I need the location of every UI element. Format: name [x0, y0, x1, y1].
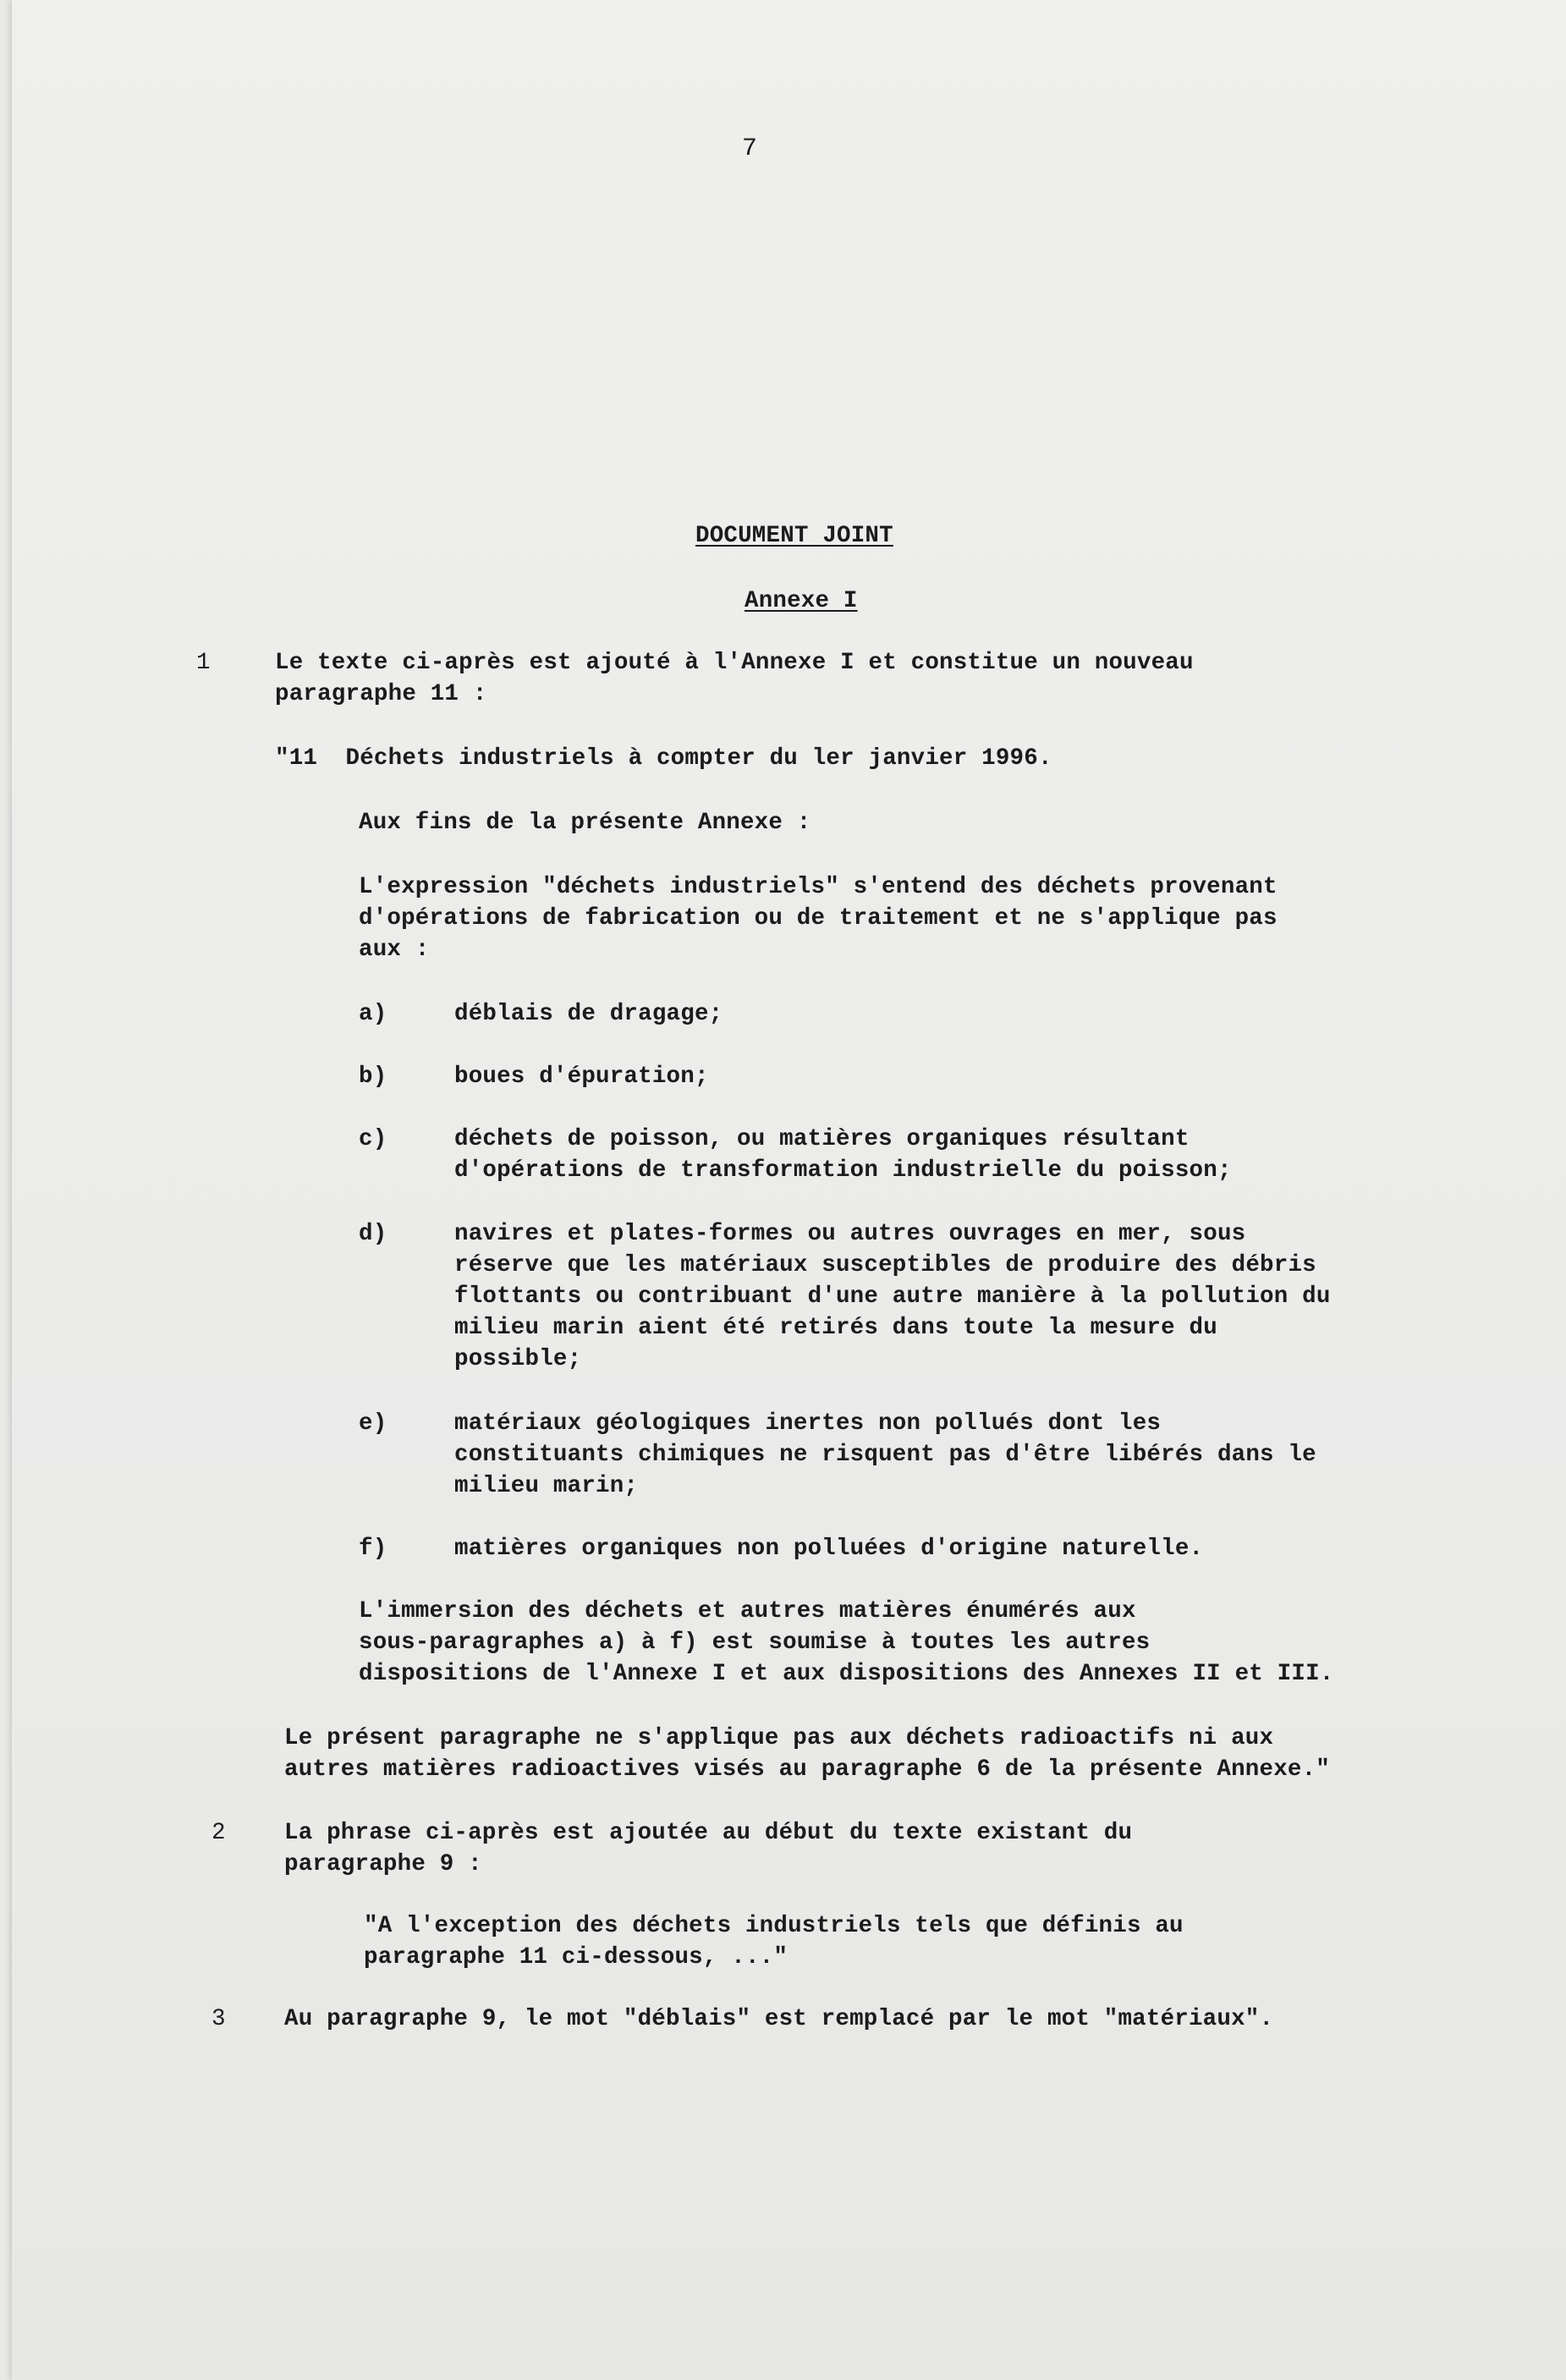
immersion-line: L'immersion des déchets et autres matières énumérés aux	[359, 1598, 1136, 1624]
quote-title: "11 Déchets industriels à compter du ler janvier 1996.	[275, 745, 1052, 772]
item-number: 2	[212, 1820, 226, 1846]
document-page	[12, 0, 1566, 2380]
sub-item-line: matières organiques non polluées d'origine naturelle.	[454, 1536, 1204, 1562]
sub-item-label: d)	[359, 1221, 387, 1247]
aux-fins-line: Aux fins de la présente Annexe :	[359, 810, 811, 836]
paragraph-line: Le texte ci-après est ajouté à l'Annexe I et constitue un nouveau	[275, 650, 1194, 676]
immersion-line: sous-paragraphes a) à f) est soumise à toutes les autres	[359, 1630, 1151, 1656]
sub-item-line: réserve que les matériaux susceptibles de produire des débris	[454, 1252, 1316, 1278]
paragraph-line: paragraphe 9 :	[284, 1851, 482, 1877]
definition-line: aux :	[359, 937, 430, 963]
immersion-line: dispositions de l'Annexe I et aux dispositions des Annexes II et III.	[359, 1661, 1334, 1687]
sub-item-label: c)	[359, 1126, 387, 1152]
sub-item-label: a)	[359, 1001, 387, 1027]
sub-item-line: milieu marin aient été retirés dans toute la mesure du	[454, 1315, 1217, 1341]
definition-line: L'expression "déchets industriels" s'entend des déchets provenant	[359, 874, 1278, 900]
paragraph-line: La phrase ci-après est ajoutée au début du texte existant du	[284, 1820, 1133, 1846]
page-number: 7	[742, 135, 758, 163]
sub-item-label: e)	[359, 1410, 387, 1437]
document-heading: DOCUMENT JOINT	[695, 523, 893, 549]
paragraph-line: paragraphe 11 :	[275, 681, 487, 707]
sub-item-line: déblais de dragage;	[454, 1001, 723, 1027]
sub-item-line: possible;	[454, 1346, 582, 1372]
sub-item-line: constituants chimiques ne risquent pas d'être libérés dans le	[454, 1442, 1316, 1468]
sub-item-line: d'opérations de transformation industrielle du poisson;	[454, 1157, 1232, 1184]
quote-line: "A l'exception des déchets industriels tels que définis au	[364, 1913, 1184, 1939]
sub-item-line: milieu marin;	[454, 1473, 639, 1499]
present-paragraph-line: Le présent paragraphe ne s'applique pas aux déchets radioactifs ni aux	[284, 1725, 1274, 1751]
sub-item-label: b)	[359, 1064, 387, 1090]
quote-line: paragraphe 11 ci-dessous, ..."	[364, 1944, 788, 1971]
sub-item-line: flottants ou contribuant d'une autre manière à la pollution du	[454, 1283, 1331, 1310]
paragraph-line: Au paragraphe 9, le mot "déblais" est remplacé par le mot "matériaux".	[284, 2006, 1274, 2032]
present-paragraph-line: autres matières radioactives visés au paragraphe 6 de la présente Annexe."	[284, 1756, 1330, 1783]
sub-item-line: boues d'épuration;	[454, 1064, 709, 1090]
sub-item-line: déchets de poisson, ou matières organiques résultant	[454, 1126, 1190, 1152]
sub-item-line: matériaux géologiques inertes non pollués dont les	[454, 1410, 1162, 1437]
sub-item-line: navires et plates-formes ou autres ouvrages en mer, sous	[454, 1221, 1246, 1247]
item-number: 3	[212, 2006, 226, 2032]
sub-item-label: f)	[359, 1536, 387, 1562]
annex-subheading: Annexe I	[745, 588, 858, 614]
definition-line: d'opérations de fabrication ou de traitement et ne s'applique pas	[359, 905, 1278, 932]
item-number: 1	[196, 650, 211, 676]
